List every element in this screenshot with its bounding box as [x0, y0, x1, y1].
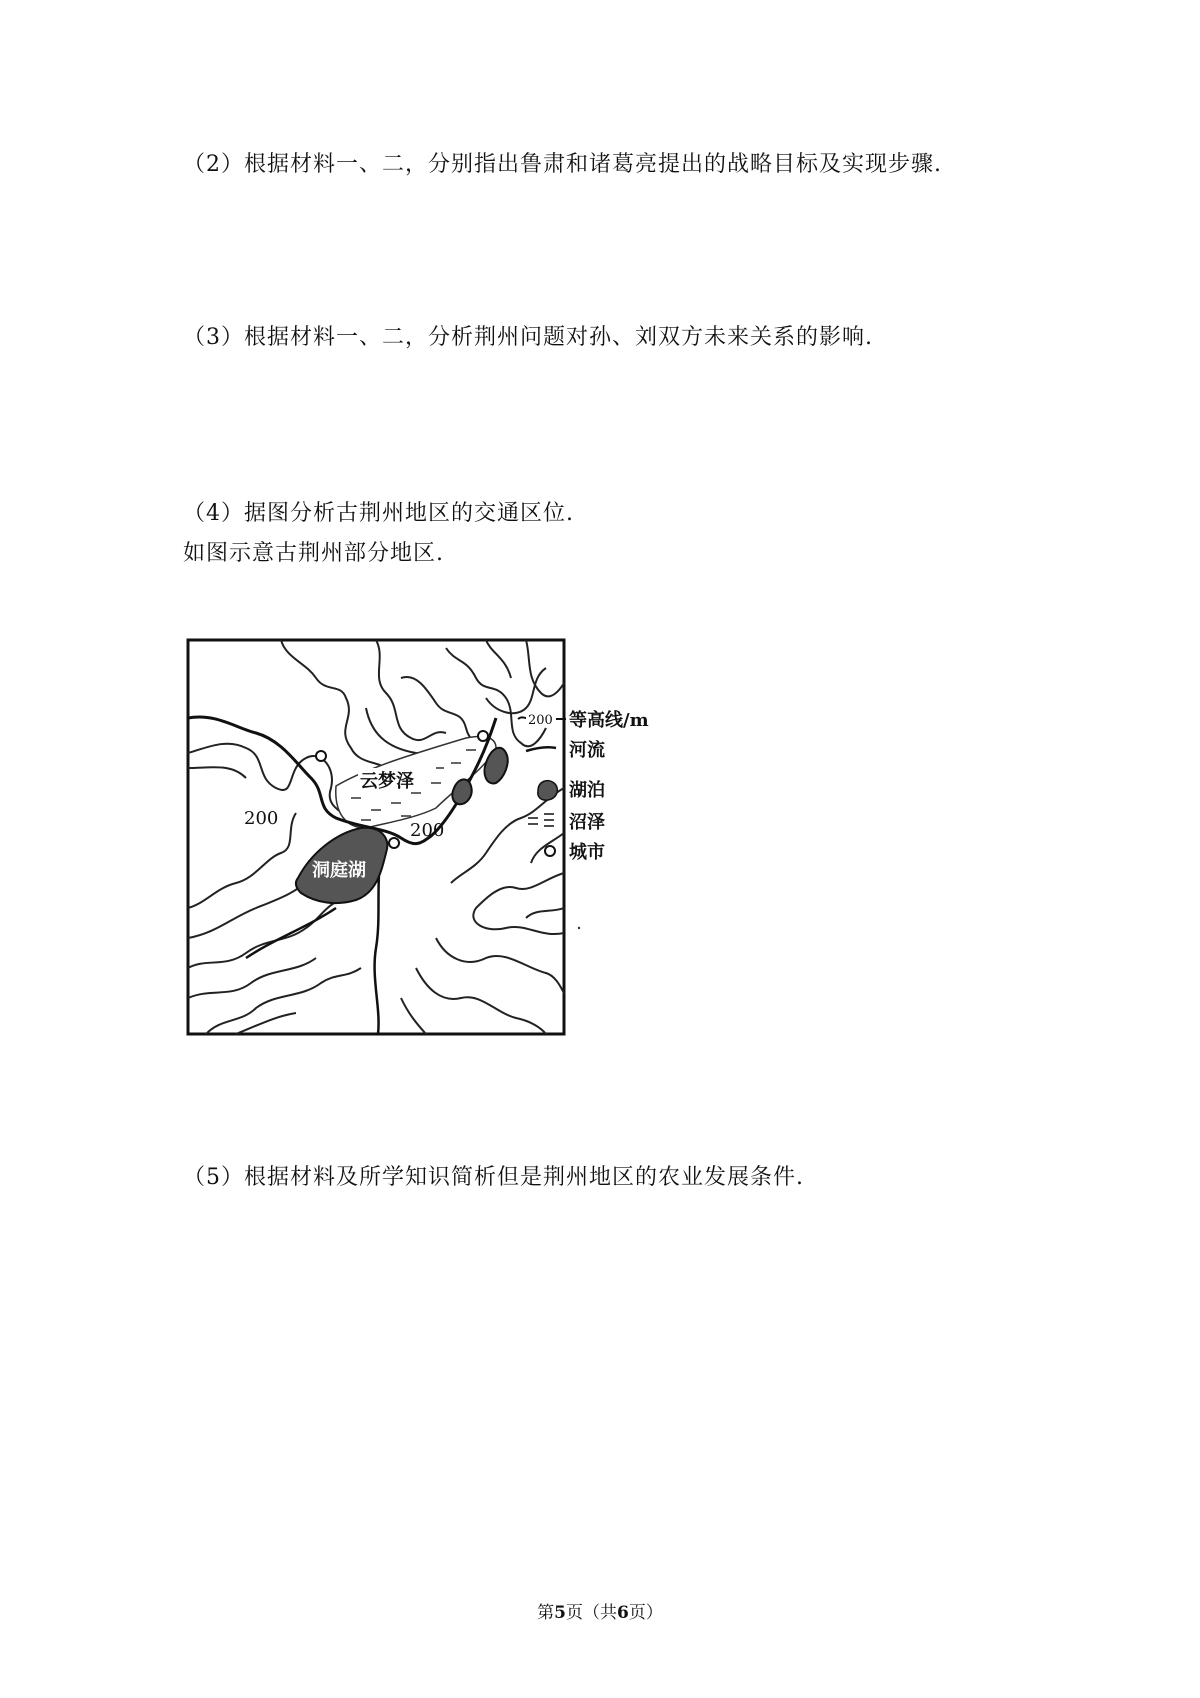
contour-line: [486, 640, 511, 678]
contour-line: [473, 873, 564, 934]
contour-line: [526, 908, 564, 918]
page-footer: [0, 1598, 1200, 1623]
footer-total-pages: 6: [617, 1603, 629, 1623]
contour-line: [188, 878, 311, 938]
legend-contour-label: 等高线/m: [569, 710, 649, 731]
legend-lake-symbol: [538, 781, 558, 801]
contour-line: [376, 640, 446, 740]
contour-line: [206, 968, 361, 1034]
marsh-label: 云梦泽: [360, 771, 414, 792]
scan-speck: [578, 927, 580, 929]
map-legend: [518, 709, 649, 863]
contour-label: 200: [410, 820, 445, 841]
footer-page-number: 5: [554, 1603, 566, 1623]
map-caption: 如图示意古荆州部分地区.: [183, 541, 444, 566]
city-marker: [316, 751, 326, 761]
river-line: [246, 908, 336, 958]
city-marker: [478, 731, 488, 741]
question-4: （4）据图分析古荆州地区的交通区位.: [183, 501, 574, 526]
contour-line: [188, 767, 246, 778]
contour-line: [436, 938, 564, 993]
contour-line: [416, 968, 546, 1034]
contour-line: [188, 813, 296, 908]
legend-lake-label: 湖泊: [569, 780, 605, 801]
contour-line: [486, 668, 546, 713]
legend-river-label: 河流: [569, 740, 605, 761]
jingzhou-map: [186, 638, 716, 1038]
legend-river-symbol: [526, 747, 556, 751]
legend-city-symbol: [545, 846, 555, 856]
legend-marsh-symbol: [528, 814, 554, 826]
question-5: （5）根据材料及所学知识简析但是荆州地区的农业发展条件.: [183, 1165, 804, 1190]
footer-prefix: 第: [537, 1603, 555, 1623]
footer-suffix: 页）: [628, 1603, 663, 1623]
footer-middle: 页（共: [566, 1603, 617, 1623]
legend-contour-symbol: [518, 717, 526, 719]
contour-line: [451, 788, 564, 883]
city-marker: [389, 838, 399, 848]
contour-line: [401, 998, 426, 1034]
contour-line: [188, 898, 346, 968]
legend-marsh-label: 沼泽: [569, 812, 605, 833]
lake-label: 洞庭湖: [312, 860, 366, 881]
legend-city-label: 城市: [569, 842, 605, 863]
question-3: （3）根据材料一、二，分析荆州问题对孙、刘双方未来关系的影响.: [183, 325, 873, 350]
legend-contour-value: 200: [528, 713, 553, 728]
question-2: （2）根据材料一、二，分别指出鲁肃和诸葛亮提出的战略目标及实现步骤.: [183, 152, 942, 177]
contour-label: 200: [244, 808, 279, 829]
